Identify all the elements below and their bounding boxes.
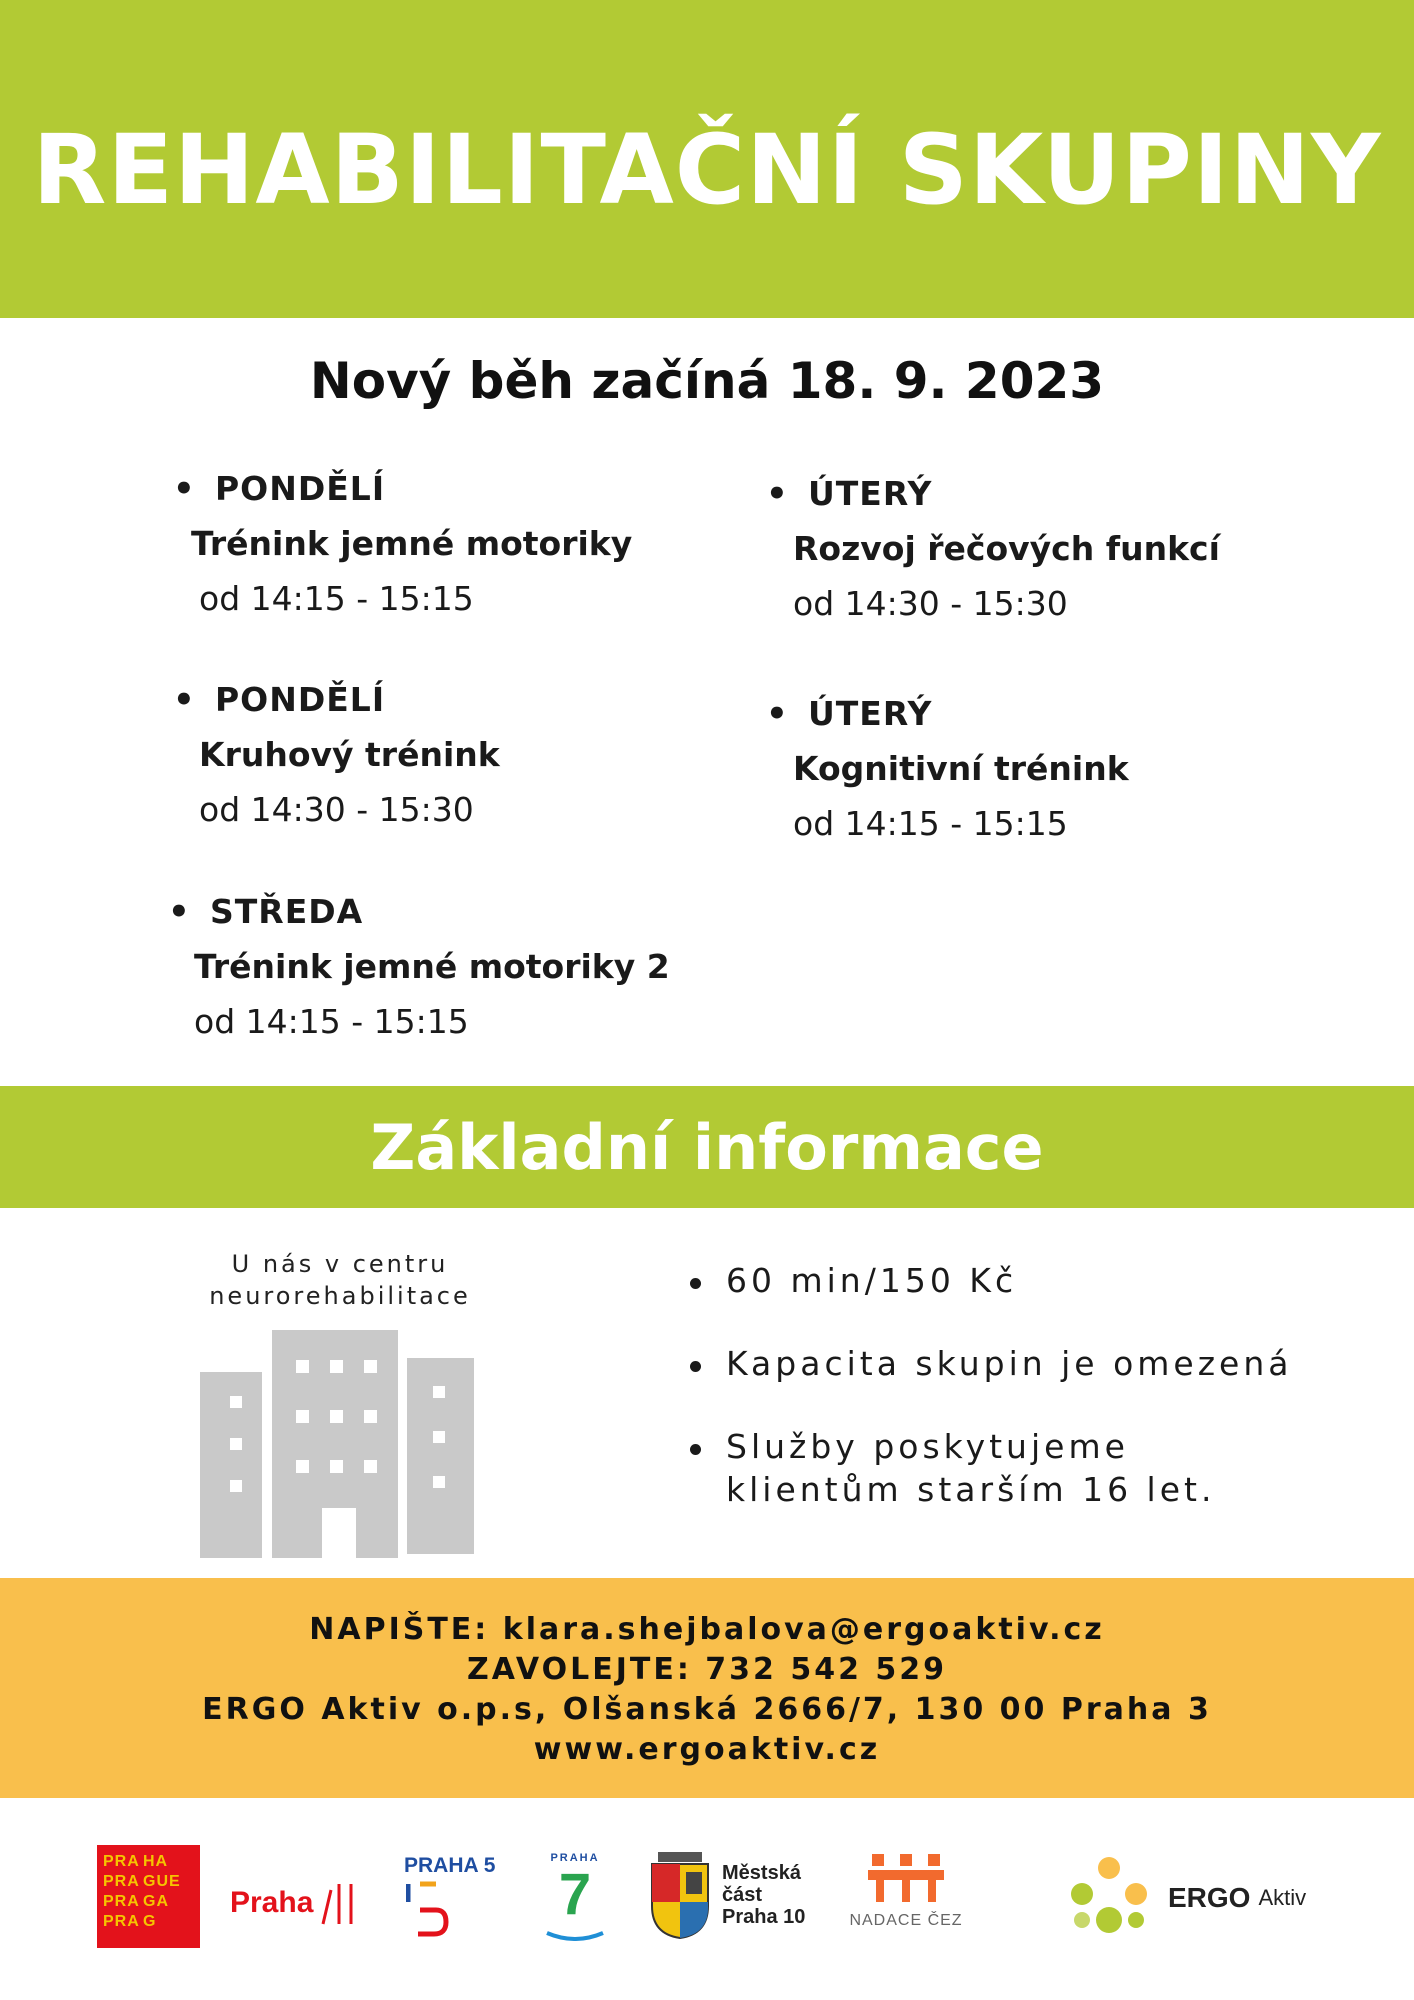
praha7-wave-icon	[545, 1931, 605, 1941]
schedule-time: od 14:15 - 15:15	[793, 804, 1068, 843]
center-label	[160, 1248, 520, 1313]
aktiv-word: Aktiv	[1258, 1885, 1307, 1910]
schedule-item-1	[191, 469, 633, 618]
cez-text: NADACE ČEZ	[849, 1912, 963, 1929]
schedule-time: od 14:30 - 15:30	[793, 584, 1068, 623]
praha10-text: Městská	[722, 1862, 801, 1884]
schedule-day: • PONDĚLÍ	[215, 472, 632, 505]
praha-word: Praha	[230, 1886, 314, 1919]
praha-logo-text: HA	[143, 1853, 169, 1870]
praha-logo	[97, 1845, 200, 1948]
praha-city-logo	[230, 1880, 359, 1926]
praha5-text: PRAHA 5	[404, 1854, 496, 1877]
schedule-name: Rozvoj řečových funkcí	[793, 529, 1220, 568]
ergo-aktiv-dots-icon	[1068, 1856, 1150, 1940]
start-date-heading: Nový běh začíná 18. 9. 2023	[309, 352, 1105, 410]
contact-phone: ZAVOLEJTE: 732 542 529	[466, 1652, 948, 1687]
praha7-number: 7	[558, 1862, 592, 1927]
schedule-time: od 14:15 - 15:15	[194, 1002, 469, 1041]
schedule-name: Trénink jemné motoriky	[191, 524, 633, 563]
info-item: 60 min/150 Kč	[690, 1260, 1330, 1303]
praha-logo-text: PRA	[103, 1853, 140, 1870]
schedule-item-4	[793, 474, 1220, 623]
ergo-word: ERGO	[1168, 1882, 1251, 1913]
cez-mark-icon	[866, 1850, 946, 1906]
praha-logo-text: PRA	[103, 1873, 140, 1890]
praha10-text: Praha 10	[722, 1906, 806, 1928]
schedule-day: • STŘEDA	[210, 895, 670, 928]
center-label-line: U nás v centru	[231, 1250, 449, 1278]
praha7-text: PRAHA	[550, 1852, 600, 1864]
praha-logo-text: PRA	[103, 1913, 140, 1930]
schedule-item-3	[194, 892, 670, 1041]
contact-address: ERGO Aktiv o.p.s, Olšanská 2666/7, 130 00 Praha 3	[202, 1692, 1212, 1727]
center-label-line: neurorehabilitace	[209, 1282, 471, 1311]
praha-logo-text: PRA	[103, 1893, 140, 1910]
praha5-logo	[404, 1854, 514, 1942]
info-item: Kapacita skupin je omezená	[690, 1343, 1330, 1386]
info-item: Služby poskytujeme klientům starším 16 let.	[690, 1426, 1226, 1512]
info-banner	[0, 1086, 1414, 1208]
schedule-name: Kognitivní trénink	[793, 749, 1129, 788]
nadace-cez-logo	[848, 1850, 964, 1930]
praha10-crest-icon	[648, 1850, 712, 1940]
schedule-time: od 14:15 - 15:15	[199, 579, 474, 618]
praha-logo-text: GA	[143, 1893, 169, 1910]
building-icon	[200, 1330, 480, 1558]
praha-logo-text: GUE	[143, 1873, 181, 1890]
title-banner	[0, 0, 1414, 318]
praha-stripes-icon	[319, 1880, 359, 1926]
praha-logo-text: G	[143, 1913, 157, 1930]
schedule-item-5	[793, 694, 1129, 843]
info-list	[690, 1260, 1330, 1552]
praha5-mark-icon	[406, 1880, 456, 1938]
contact-website: www.ergoaktiv.cz	[533, 1732, 881, 1767]
praha7-logo	[540, 1852, 610, 1945]
info-title: Základní informace	[370, 1110, 1044, 1184]
schedule-day: • ÚTERÝ	[808, 697, 1129, 730]
schedule-item-2	[199, 680, 500, 829]
praha10-logo	[648, 1850, 805, 1940]
schedule-time: od 14:30 - 15:30	[199, 790, 474, 829]
page-title: REHABILITAČNÍ SKUPINY	[32, 114, 1382, 226]
schedule-name: Kruhový trénink	[199, 735, 500, 774]
schedule-day: • ÚTERÝ	[808, 477, 1220, 510]
contact-email: NAPIŠTE: klara.shejbalova@ergoaktiv.cz	[309, 1612, 1105, 1647]
ergo-aktiv-logo	[1068, 1856, 1306, 1940]
praha10-text: část	[722, 1884, 763, 1906]
schedule-day: • PONDĚLÍ	[215, 683, 500, 716]
schedule-name: Trénink jemné motoriky 2	[194, 947, 670, 986]
